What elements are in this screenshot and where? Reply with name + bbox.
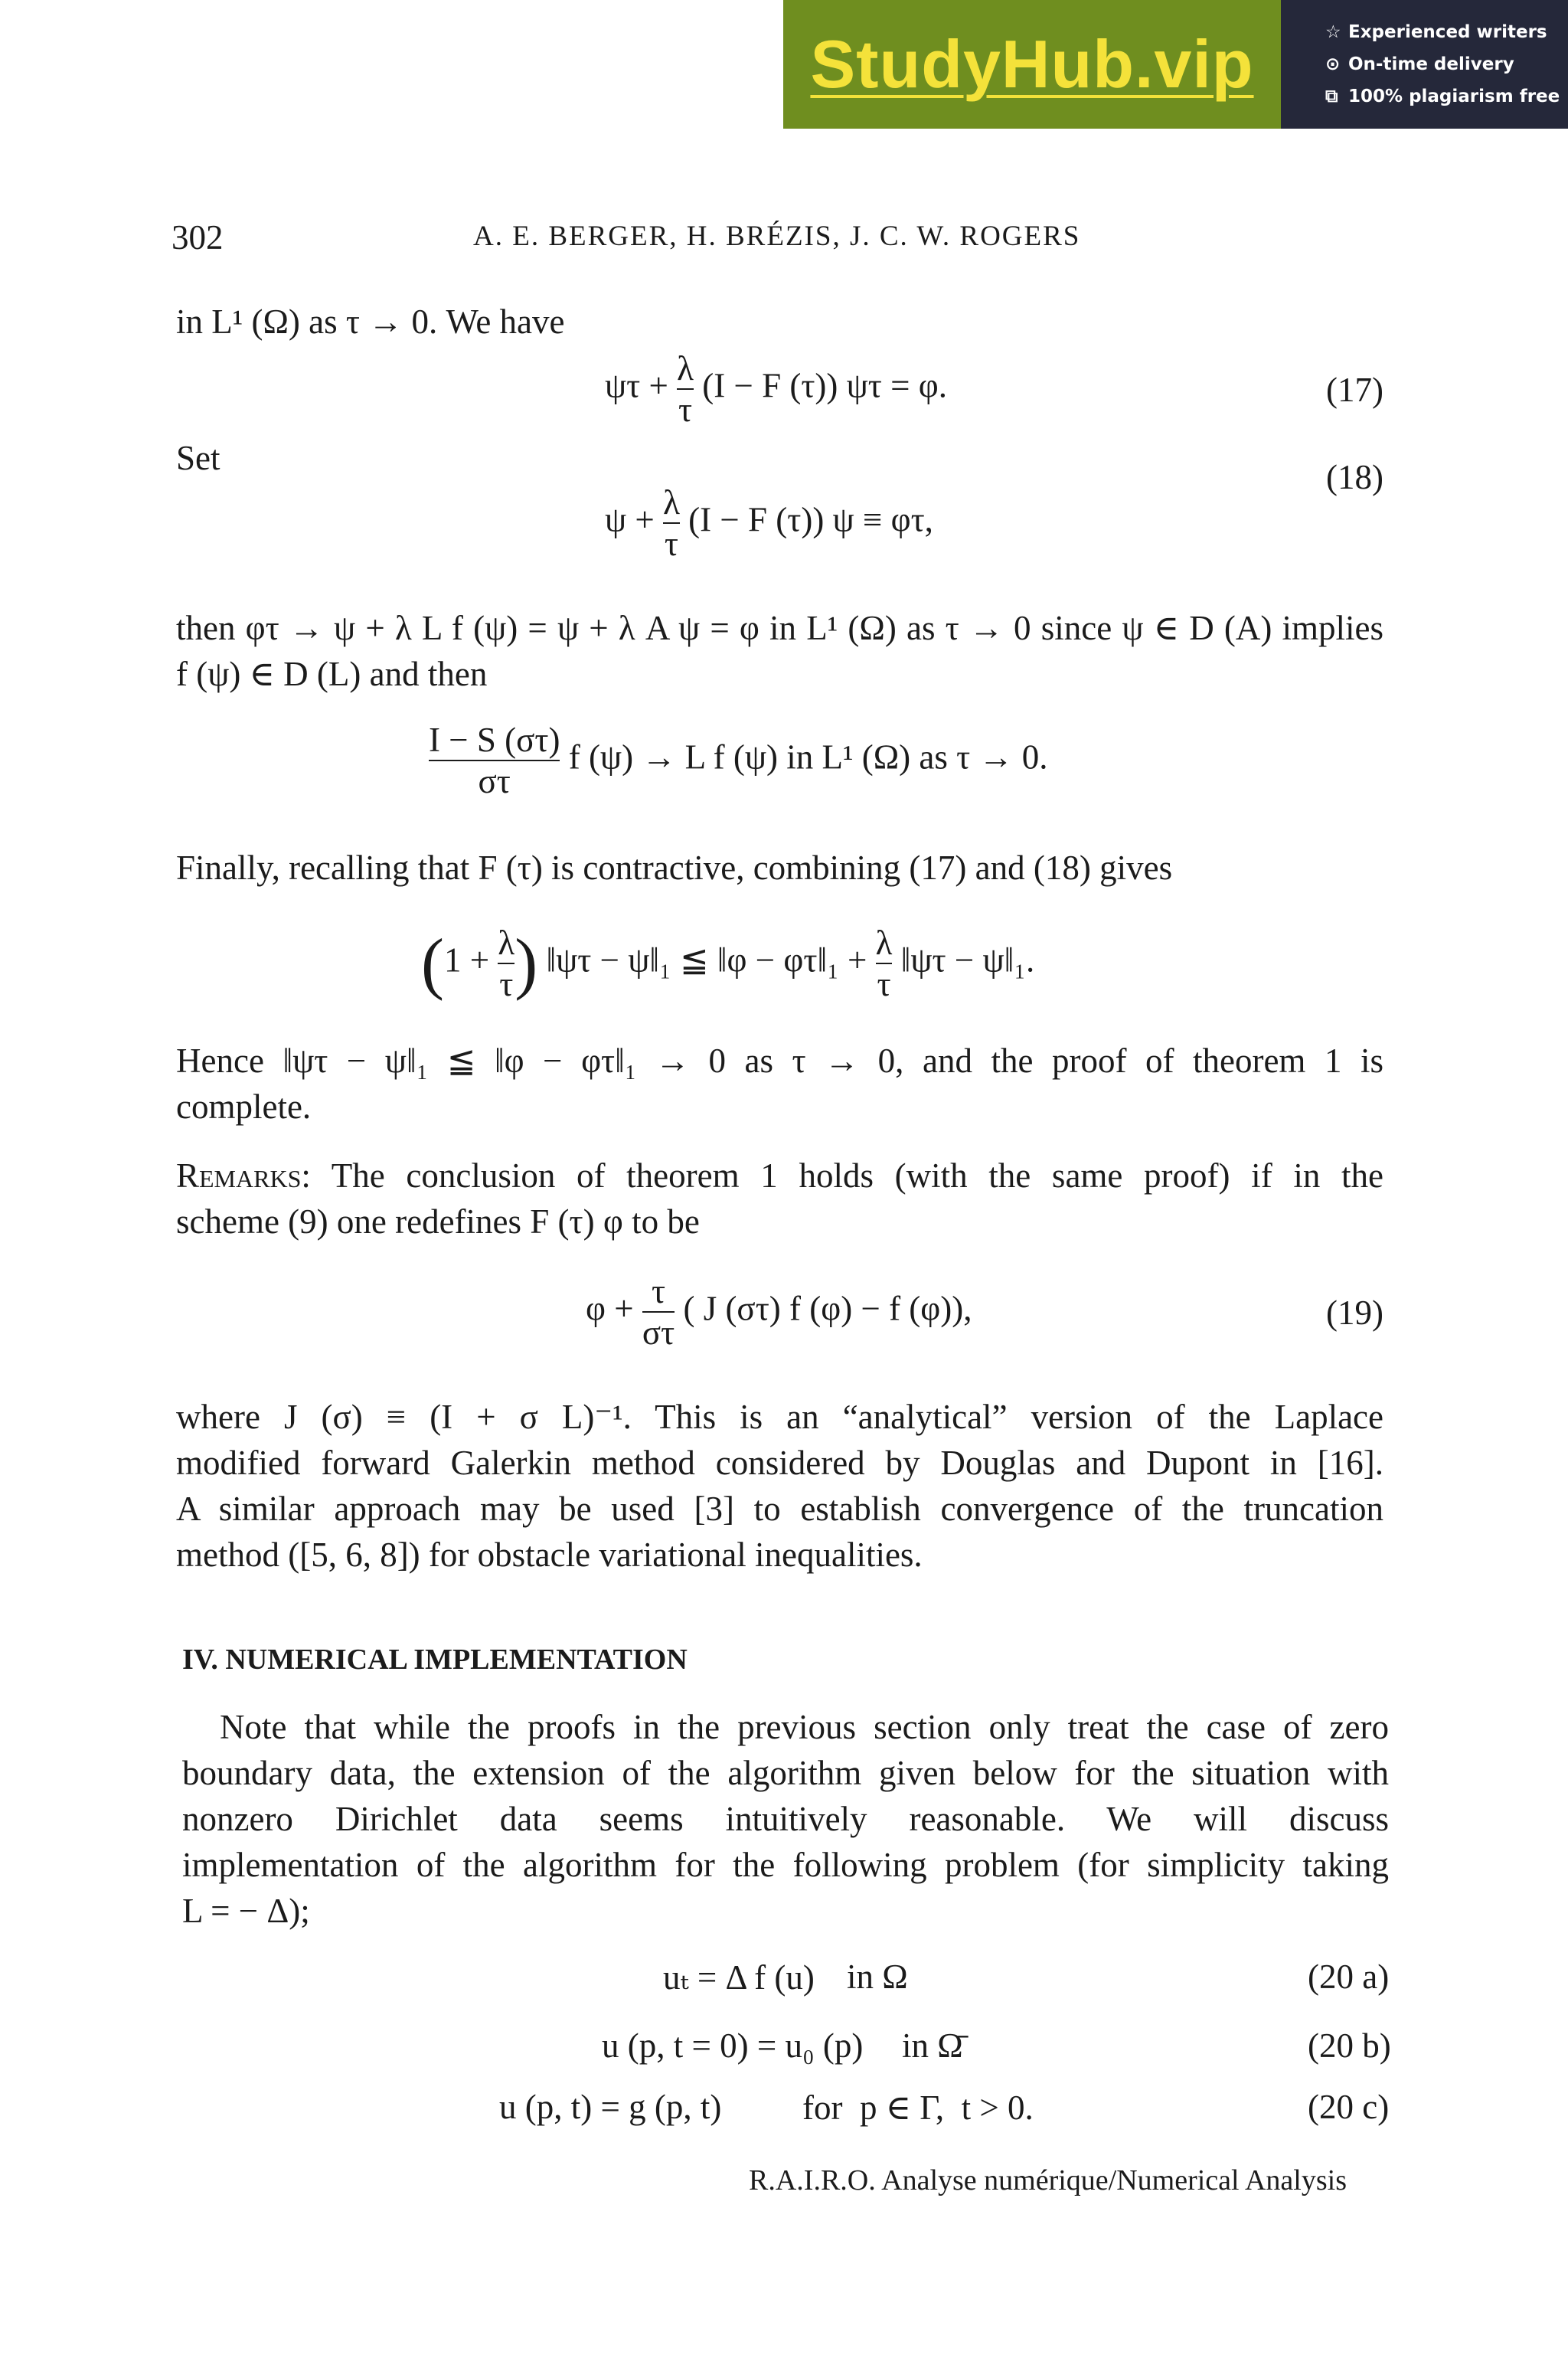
equation-20a: uₜ = Δ f (u) bbox=[663, 1958, 815, 1997]
equation-condition: in Ω bbox=[847, 1958, 908, 1996]
fraction bbox=[663, 482, 680, 564]
eq-part: ψτ + bbox=[605, 366, 668, 405]
paragraph-line: Hence ‖ψτ − ψ‖₁ ≦ ‖φ − φτ‖₁ → 0 as τ → 0, and the proof of theorem 1 is bbox=[176, 1042, 1383, 1080]
eq-part: ‖ψτ − ψ‖₁ ≦ ‖φ − φτ‖₁ + bbox=[546, 940, 867, 980]
numerator: λ bbox=[663, 483, 680, 522]
equation-number: (20 a) bbox=[1308, 1958, 1390, 1996]
fraction bbox=[642, 1271, 675, 1353]
equation-number: (20 b) bbox=[1308, 2026, 1391, 2065]
remarks-line bbox=[176, 1153, 1383, 1199]
remarks-text: The conclusion of theorem 1 holds (with the same proof) if in the bbox=[331, 1156, 1383, 1195]
denominator: στ bbox=[642, 1311, 675, 1353]
equation-19 bbox=[586, 1271, 972, 1353]
eq-part: φ + bbox=[586, 1289, 634, 1328]
paragraph-line: implementation of the algorithm for the following problem (for simplicity taking bbox=[182, 1846, 1389, 1884]
paren-open: ( bbox=[421, 925, 444, 1002]
paragraph-line: complete. bbox=[176, 1088, 312, 1126]
equation-number: (17) bbox=[1326, 371, 1383, 409]
eq-part: ‖ψτ − ψ‖₁. bbox=[900, 940, 1035, 980]
paragraph-line: f (ψ) ∈ D (L) and then bbox=[176, 655, 488, 693]
eq-part: ( J (στ) f (φ) − f (φ)), bbox=[683, 1289, 972, 1328]
copy-icon: ⧉ bbox=[1325, 87, 1338, 106]
paragraph-line: Set bbox=[176, 439, 220, 477]
ad-banner[interactable] bbox=[783, 0, 1568, 129]
equation-17 bbox=[605, 348, 947, 430]
equation-number: (20 c) bbox=[1308, 2088, 1390, 2126]
fraction bbox=[876, 923, 893, 1004]
paragraph-line: boundary data, the extension of the algorithm given below for the situation with bbox=[182, 1754, 1389, 1792]
running-head: A. E. BERGER, H. BRÉZIS, J. C. W. ROGERS bbox=[473, 221, 1081, 252]
equation-20b: u (p, t = 0) = u₀ (p) bbox=[602, 2026, 864, 2065]
denominator: τ bbox=[498, 963, 514, 1004]
journal-footer: R.A.I.R.O. Analyse numérique/Numerical Analysis bbox=[749, 2164, 1347, 2196]
denominator: τ bbox=[663, 522, 680, 564]
equation-limit bbox=[429, 720, 1047, 801]
fraction bbox=[498, 923, 514, 1004]
paragraph-line: in L¹ (Ω) as τ → 0. We have bbox=[176, 303, 565, 341]
paragraph-line: Finally, recalling that F (τ) is contractive, combining (17) and (18) gives bbox=[176, 849, 1173, 887]
numerator: λ bbox=[875, 924, 893, 962]
equation-number: (19) bbox=[1326, 1294, 1383, 1332]
fraction bbox=[677, 348, 694, 430]
paragraph-line: scheme (9) one redefines F (τ) φ to be bbox=[176, 1202, 700, 1241]
paragraph-line: L = − Δ); bbox=[182, 1892, 310, 1930]
feature-item bbox=[1325, 17, 1547, 47]
section-heading: IV. NUMERICAL IMPLEMENTATION bbox=[182, 1644, 688, 1676]
equation-condition: for p ∈ Γ, t > 0. bbox=[802, 2089, 1034, 2127]
clock-icon: ⊙ bbox=[1325, 54, 1341, 74]
feature-label: Experienced writers bbox=[1348, 22, 1547, 42]
brand-logo[interactable]: StudyHub.vip bbox=[783, 0, 1281, 129]
denominator: τ bbox=[677, 388, 694, 430]
paragraph-line: nonzero Dirichlet data seems intuitively reasonable. We will discuss bbox=[182, 1800, 1389, 1838]
eq-part: (I − F (τ)) ψτ = φ. bbox=[702, 366, 947, 405]
paragraph-line: where J (σ) ≡ (I + σ L)⁻¹. This is an “analytical” version of the Laplace bbox=[176, 1398, 1383, 1436]
feature-label: 100% plagiarism free bbox=[1348, 87, 1560, 106]
feature-item bbox=[1325, 49, 1514, 80]
numerator: λ bbox=[677, 349, 694, 388]
star-icon: ☆ bbox=[1325, 22, 1341, 42]
feature-item bbox=[1325, 81, 1560, 112]
numerator: I − S (στ) bbox=[429, 721, 560, 759]
feature-label: On-time delivery bbox=[1348, 54, 1514, 74]
equation-condition: in Ω̄ bbox=[902, 2026, 963, 2065]
paragraph-line: A similar approach may be used [3] to establish convergence of the truncation bbox=[176, 1490, 1383, 1528]
numerator: λ bbox=[498, 924, 515, 962]
remarks-label: Remarks: bbox=[176, 1156, 311, 1195]
paragraph-line: method ([5, 6, 8]) for obstacle variational inequalities. bbox=[176, 1536, 923, 1574]
eq-part: 1 + bbox=[443, 940, 490, 980]
eq-part: f (ψ) → L f (ψ) in L¹ (Ω) as τ → 0. bbox=[568, 738, 1048, 777]
numerator: τ bbox=[651, 1272, 666, 1310]
equation-inequality bbox=[421, 923, 1034, 1004]
equation-18 bbox=[605, 482, 933, 564]
equation-20c: u (p, t) = g (p, t) bbox=[499, 2088, 722, 2126]
denominator: στ bbox=[429, 760, 560, 801]
page-number: 302 bbox=[172, 218, 224, 257]
equation-number: (18) bbox=[1326, 458, 1383, 496]
features-panel bbox=[1281, 0, 1568, 129]
eq-part: ψ + bbox=[605, 500, 655, 539]
fraction bbox=[429, 720, 560, 801]
eq-part: (I − F (τ)) ψ ≡ φτ, bbox=[688, 500, 933, 539]
paren-close: ) bbox=[514, 925, 538, 1002]
paragraph-line: Note that while the proofs in the previous section only treat the case of zero bbox=[220, 1708, 1389, 1746]
paragraph-line: modified forward Galerkin method considered by Douglas and Dupont in [16]. bbox=[176, 1444, 1383, 1482]
paragraph-line: then φτ → ψ + λ L f (ψ) = ψ + λ A ψ = φ in L¹ (Ω) as τ → 0 since ψ ∈ D (A) implies bbox=[176, 609, 1383, 647]
denominator: τ bbox=[876, 963, 893, 1004]
